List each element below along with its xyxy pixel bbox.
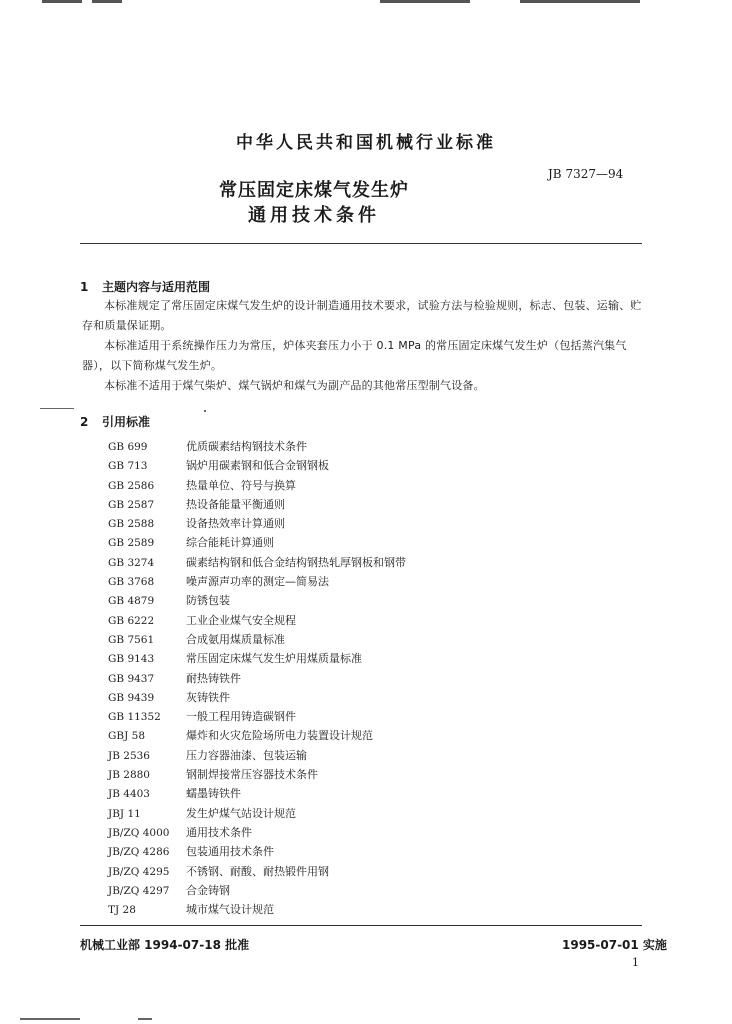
reference-item (108, 862, 406, 881)
reference-item (108, 842, 406, 861)
reference-code: JB/ZQ 4000 (108, 826, 170, 839)
reference-code: GB 9439 (108, 691, 155, 704)
reference-item (108, 495, 406, 514)
reference-list (108, 437, 406, 919)
section-number: 2 (80, 415, 89, 429)
reference-title: 爆炸和火灾危险场所电力装置设计规范 (186, 729, 373, 743)
approval-note: 机械工业部 1994-07-18 批准 (80, 938, 250, 952)
reference-title: 热量单位、符号与换算 (186, 478, 296, 492)
reference-item (108, 746, 406, 765)
reference-item (108, 823, 406, 842)
reference-code: GB 699 (108, 441, 148, 453)
reference-code: TJ 28 (108, 904, 136, 917)
footer-divider (80, 925, 642, 926)
reference-item (108, 514, 406, 533)
reference-code: JB 2880 (108, 769, 150, 782)
reference-item (108, 784, 406, 803)
section-title: 引用标准 (102, 415, 151, 429)
reference-title: 不锈钢、耐酸、耐热锻件用钢 (186, 864, 329, 878)
reference-title: 常压固定床煤气发生炉用煤质量标准 (186, 652, 362, 666)
reference-item (108, 669, 406, 688)
document-title-line1: 常压固定床煤气发生炉 (219, 180, 409, 201)
title-divider (80, 243, 642, 244)
reference-title: 耐热铸铁件 (186, 671, 241, 685)
section-1-paragraph-3: 本标准不适用于煤气柴炉、煤气锅炉和煤气为副产品的其他常压型制气设备。 (104, 379, 485, 392)
reference-code: JB 2536 (108, 749, 150, 762)
reference-title: 防锈包装 (186, 594, 230, 608)
reference-code: GB 7561 (108, 633, 155, 646)
reference-code: GB 9143 (108, 653, 155, 666)
implementation-date: 1995-07-01 实施 (562, 938, 667, 952)
reference-item (108, 456, 406, 475)
reference-code: GB 2587 (108, 498, 155, 511)
section-1-paragraph-1: 本标准规定了常压固定床煤气发生炉的设计制造通用技术要求，试验方法与检验规则，标志、包装、运输、贮存和质量保证期。 (82, 299, 642, 332)
reference-title: 噪声源声功率的测定—简易法 (186, 575, 329, 589)
reference-title: 包装通用技术条件 (186, 845, 274, 859)
scan-artifact-top (0, 0, 732, 6)
reference-item (108, 553, 406, 572)
reference-code: GB 6222 (108, 614, 155, 627)
page-number: 1 (632, 956, 639, 969)
section-1-heading (80, 278, 210, 295)
reference-code: GB 2586 (108, 479, 155, 492)
reference-code: GB 9437 (108, 672, 155, 685)
scan-speck (20, 1018, 80, 1020)
reference-code: JB/ZQ 4286 (108, 846, 170, 859)
reference-item (108, 649, 406, 668)
reference-title: 发生炉煤气站设计规范 (186, 806, 296, 820)
reference-code: JB 4403 (108, 788, 150, 801)
reference-item (108, 476, 406, 495)
reference-title: 碳素结构钢和低合金结构钢热轧厚钢板和钢带 (186, 555, 406, 569)
reference-title: 钢制焊接常压容器技术条件 (186, 768, 318, 782)
reference-item (108, 900, 406, 919)
reference-title: 灰铸铁件 (186, 690, 230, 704)
reference-item (108, 533, 406, 552)
reference-title: 城市煤气设计规范 (186, 903, 274, 917)
reference-title: 锅炉用碳素钢和低合金钢钢板 (186, 459, 329, 473)
reference-title: 压力容器油漆、包装运输 (186, 748, 307, 762)
scan-speck (40, 408, 74, 409)
reference-title: 合成氨用煤质量标准 (186, 632, 285, 646)
reference-item (108, 572, 406, 591)
reference-item (108, 881, 406, 900)
reference-title: 通用技术条件 (186, 825, 252, 839)
reference-title: 优质碳素结构钢技术条件 (186, 440, 307, 453)
reference-title: 合金铸钢 (186, 883, 230, 897)
reference-item (108, 765, 406, 784)
reference-item (108, 611, 406, 630)
reference-code: GB 2588 (108, 518, 155, 531)
section-1-paragraph-2: 本标准适用于系统操作压力为常压，炉体夹套压力小于 0.1 MPa 的常压固定床煤气发生炉（包括蒸汽集气器），以下简称煤气发生炉。 (82, 339, 627, 372)
reference-item (108, 707, 406, 726)
reference-item (108, 804, 406, 823)
standard-category-header: 中华人民共和国机械行业标准 (236, 133, 496, 153)
reference-title: 热设备能量平衡通则 (186, 497, 285, 511)
standard-code: JB 7327—94 (548, 167, 624, 181)
reference-code: JB/ZQ 4297 (108, 884, 170, 897)
reference-code: GB 2589 (108, 537, 155, 550)
reference-item (108, 688, 406, 707)
reference-title: 一般工程用铸造碳钢件 (186, 710, 296, 724)
reference-code: GB 3768 (108, 576, 155, 589)
reference-item (108, 726, 406, 745)
reference-title: 蠕墨铸铁件 (186, 787, 241, 801)
reference-code: GBJ 58 (108, 730, 146, 743)
reference-title: 综合能耗计算通则 (186, 536, 274, 550)
reference-code: GB 4879 (108, 595, 155, 608)
reference-title: 工业企业煤气安全规程 (186, 613, 296, 627)
scan-speck (204, 410, 206, 412)
document-title-line2: 通用技术条件 (248, 205, 380, 226)
reference-code: GB 713 (108, 460, 148, 473)
scan-speck (138, 1018, 152, 1020)
reference-item (108, 591, 406, 610)
reference-code: JB/ZQ 4295 (108, 865, 170, 878)
reference-title: 设备热效率计算通则 (186, 517, 285, 531)
reference-code: GB 11352 (108, 711, 161, 724)
reference-code: JBJ 11 (108, 807, 141, 820)
reference-item (108, 437, 406, 456)
section-number: 1 (80, 280, 89, 294)
reference-item (108, 630, 406, 649)
section-2-heading (80, 413, 150, 430)
section-title: 主题内容与适用范围 (102, 280, 211, 294)
reference-code: GB 3274 (108, 556, 155, 569)
